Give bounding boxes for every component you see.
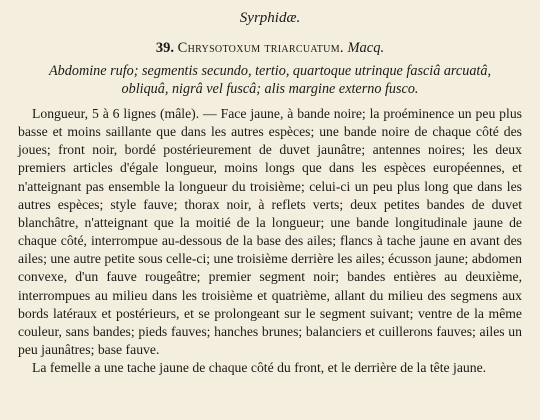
species-name: Chrysotoxum triarcuatum. xyxy=(177,40,344,56)
latin-diagnosis: Abdomine rufo; segmentis secundo, tertio, quartoque utrinque fasciâ arcuatâ, obliquâ, nigrâ vel fuscâ; alis margine externo fusco. xyxy=(49,63,491,97)
female-note-paragraph: La femelle a une tache jaune de chaque côté du front, et le derrière de la tête jaune. xyxy=(32,360,487,376)
running-head: Syrphidæ. xyxy=(239,10,301,26)
species-author: Macq. xyxy=(347,40,385,56)
species-number: 39. xyxy=(155,40,175,56)
description-paragraph: Longueur, 5 à 6 lignes (mâle). — Face jaune, à bande noire; la proéminence un peu plus basse et moins saillante que dans les autres espèces; une bande noire de chaque côté des joues; front noir, bordé postérieurement de duvet jaunâtre; antennes noires; les deux premiers articles d'égale longueur, moins longs que dans les espèces européennes, et n'atteignant pas ensemble la longueur du troisième; celui-ci un peu plus long que dans les autres espèces; style fauve; thorax noir, à reflets verts; deux petites bandes de duvet blanchâtre, n'atteignant que la moitié de la longueur; une bande longitudinale jaune de chaque côté, interrompue au-dessous de la base des ailes; flancs à tache jaune en avant des ailes; une autre petite sous celle-ci; une troisième derrière les ailes; écusson jaune; abdomen convexe, d'un fauve rougeâtre; premier segment noir; bandes entières au deuxième, interrompues au milieu dans les troisième et quatrième, allant du milieu des segmens aux bords latéraux et postérieurs, et se prolongeant sur le segment suivant; ventre de la même couleur, sans bandes; pieds fauves; hanches brunes; balanciers et cuillerons fauves; ailes un peu jaunâtres; base fauve. xyxy=(18,106,522,358)
species-heading xyxy=(18,38,522,58)
